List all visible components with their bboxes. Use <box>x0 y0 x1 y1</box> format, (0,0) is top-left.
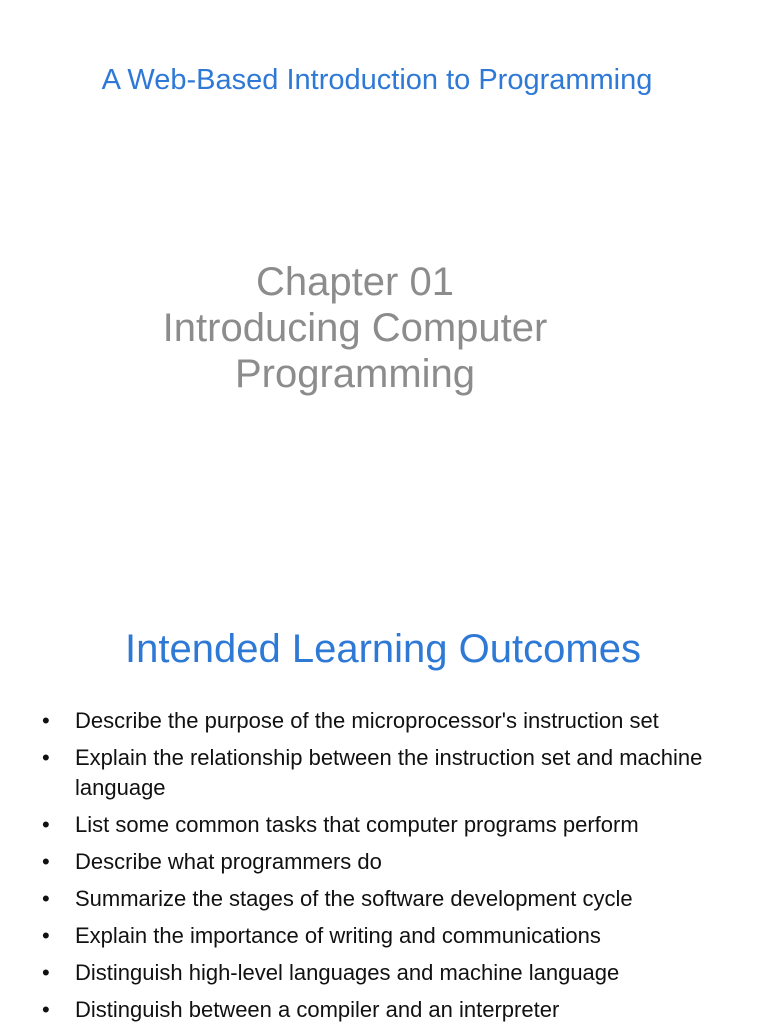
document-title: A Web-Based Introduction to Programming <box>101 64 653 96</box>
bullet-icon: • <box>42 849 50 874</box>
bullet-icon: • <box>42 886 50 911</box>
outcome-item <box>40 810 740 840</box>
outcome-text: Explain the importance of writing and communications <box>75 923 601 948</box>
outcome-text: List some common tasks that computer programs perform <box>75 812 639 837</box>
bullet-icon: • <box>42 745 50 770</box>
bullet-icon: • <box>42 997 50 1022</box>
chapter-title-line-2: Programming <box>234 352 476 396</box>
outcomes-heading: Intended Learning Outcomes <box>125 627 641 671</box>
outcome-text: Distinguish high-level languages and machine language <box>75 960 620 985</box>
outcome-item <box>40 958 740 988</box>
outcome-text: Describe what programmers do <box>75 849 382 874</box>
outcome-text: Describe the purpose of the microprocessor's instruction set <box>75 708 659 733</box>
outcome-text: Explain the relationship between the instruction set and machine language <box>75 745 703 800</box>
bullet-icon: • <box>42 812 50 837</box>
outcome-item <box>40 921 740 951</box>
chapter-number: Chapter 01 <box>256 260 454 304</box>
bullet-icon: • <box>42 960 50 985</box>
outcome-item <box>40 884 740 914</box>
bullet-icon: • <box>42 923 50 948</box>
outcome-item <box>40 706 740 736</box>
outcomes-list <box>40 706 740 1024</box>
outcome-item <box>40 743 740 803</box>
outcome-item <box>40 995 740 1024</box>
outcome-text: Distinguish between a compiler and an interpreter <box>75 997 560 1022</box>
chapter-title-block <box>100 259 610 397</box>
outcome-text: Summarize the stages of the software development cycle <box>75 886 633 911</box>
outcome-item <box>40 847 740 877</box>
chapter-title-line-1: Introducing Computer <box>162 306 548 350</box>
bullet-icon: • <box>42 708 50 733</box>
